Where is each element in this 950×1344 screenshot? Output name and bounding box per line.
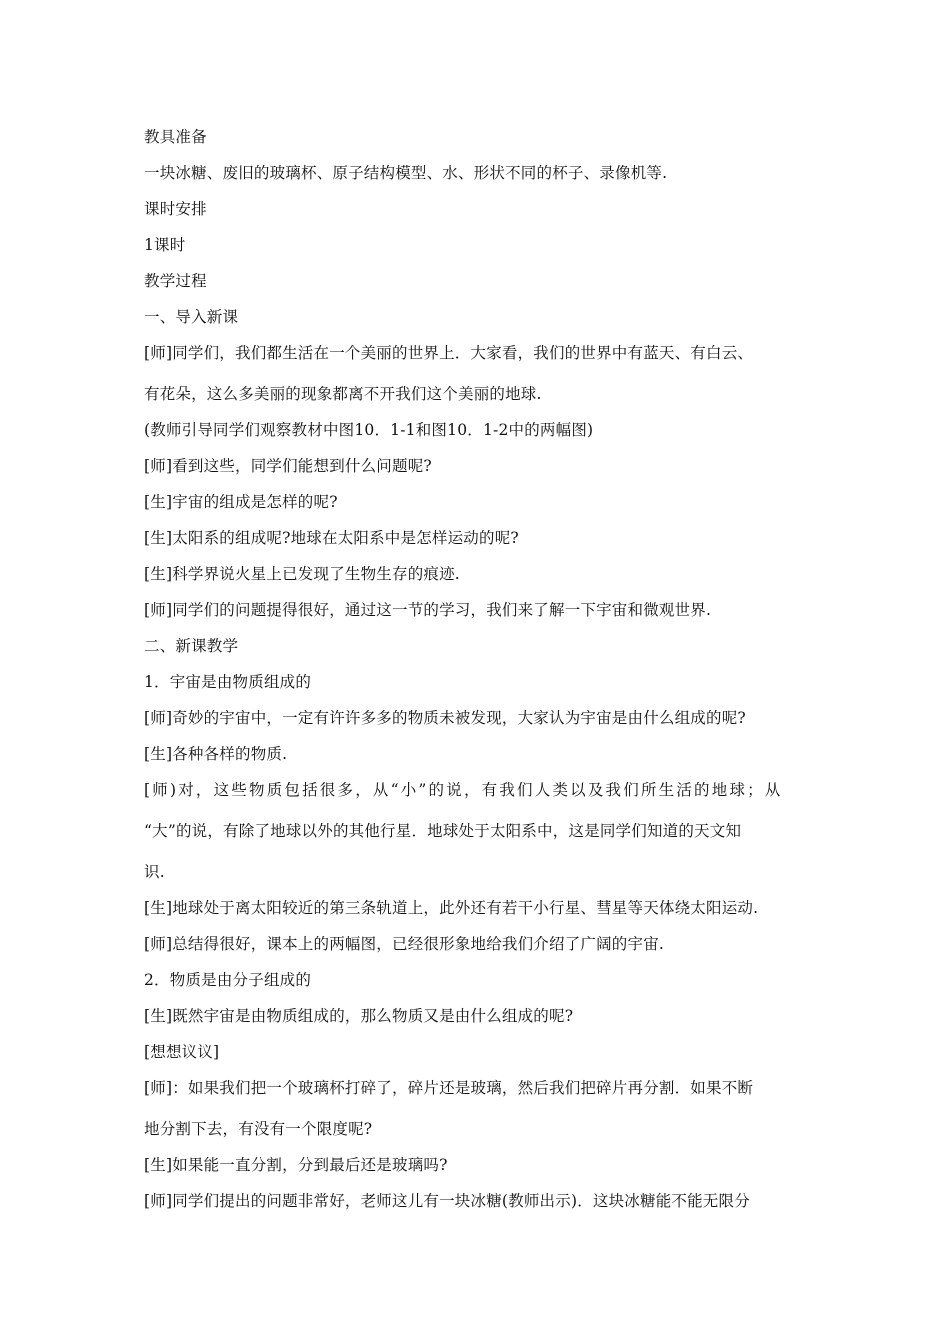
heading-teaching-process: 教学过程: [144, 272, 207, 290]
paragraph-line: [生]太阳系的组成呢?地球在太阳系中是怎样运动的呢?: [144, 529, 519, 547]
paragraph-line: [师)对，这些物质包括很多，从“小”的说，有我们人类以及我们所生活的地球；从: [144, 781, 783, 799]
paragraph-line: [师]：如果我们把一个玻璃杯打碎了，碎片还是玻璃，然后我们把碎片再分割．如果不断: [144, 1079, 754, 1097]
paragraph-line: [生]各种各样的物质.: [144, 745, 288, 763]
paragraph-line: 地分割下去，有没有一个限度呢?: [144, 1120, 373, 1138]
paragraph-line: 1课时: [144, 236, 186, 254]
paragraph-line: [师]看到这些，同学们能想到什么问题呢?: [144, 457, 432, 475]
section-heading-new-lesson: 二、新课教学: [144, 637, 239, 655]
paragraph-line: 一块冰糖、废旧的玻璃杯、原子结构模型、水、形状不同的杯子、录像机等.: [144, 164, 668, 182]
heading-teaching-aids: 教具准备: [144, 128, 207, 146]
paragraph-line: [生]既然宇宙是由物质组成的，那么物质又是由什么组成的呢?: [144, 1007, 574, 1025]
paragraph-line: (教师引导同学们观察教材中图10．1-1和图10．1-2中的两幅图): [144, 421, 594, 439]
paragraph-line: [生]如果能一直分割，分到最后还是玻璃吗?: [144, 1156, 448, 1174]
paragraph-line: [师]奇妙的宇宙中，一定有许许多多的物质未被发现，大家认为宇宙是由什么组成的呢?: [144, 709, 746, 727]
paragraph-line: [生]宇宙的组成是怎样的呢?: [144, 493, 338, 511]
paragraph-line: [生]地球处于离太阳较近的第三条轨道上，此外还有若干小行星、彗星等天体绕太阳运动.: [144, 899, 759, 917]
paragraph-line: [师]总结得很好，课本上的两幅图，已经很形象地给我们介绍了广阔的宇宙.: [144, 935, 665, 953]
paragraph-line: [师]同学们的问题提得很好，通过这一节的学习，我们来了解一下宇宙和微观世界.: [144, 601, 712, 619]
heading-schedule: 课时安排: [144, 200, 207, 218]
paragraph-line: [师]同学们，我们都生活在一个美丽的世界上．大家看，我们的世界中有蓝天、有白云、: [144, 344, 754, 362]
paragraph-line: “大”的说，有除了地球以外的其他行星．地球处于太阳系中，这是同学们知道的天文知: [144, 822, 742, 840]
paragraph-line: [生]科学界说火星上已发现了生物生存的痕迹.: [144, 565, 460, 583]
section-heading-intro: 一、导入新课: [144, 308, 239, 326]
subheading-universe-matter: 1．宇宙是由物质组成的: [144, 673, 312, 691]
paragraph-line: 识.: [144, 863, 165, 881]
discussion-heading: [想想议议]: [144, 1043, 220, 1061]
subheading-matter-molecules: 2．物质是由分子组成的: [144, 971, 312, 989]
paragraph-line: [师]同学们提出的问题非常好，老师这儿有一块冰糖(教师出示)．这块冰糖能不能无限分: [144, 1192, 750, 1210]
paragraph-line: 有花朵，这么多美丽的现象都离不开我们这个美丽的地球.: [144, 385, 542, 403]
